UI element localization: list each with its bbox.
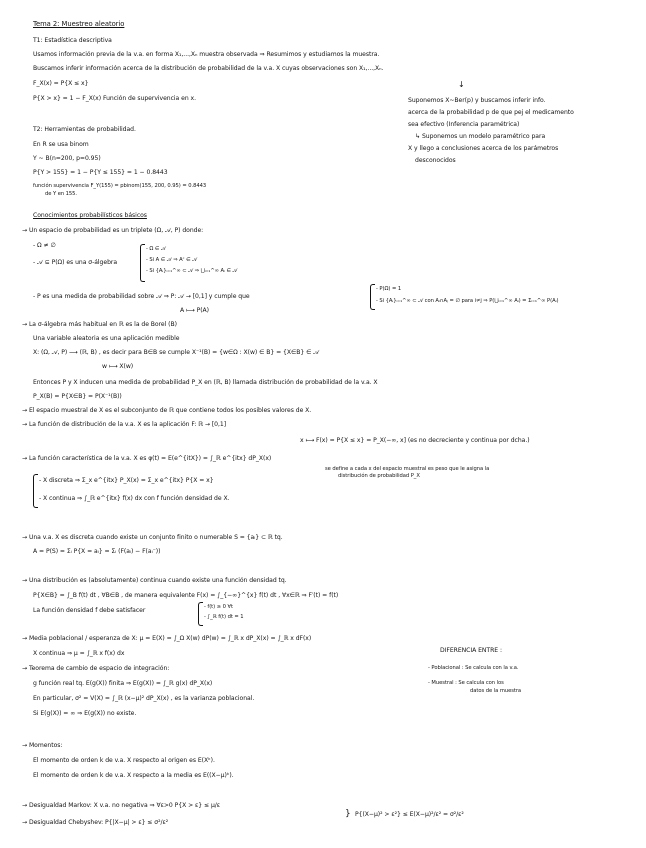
diferencia-line: - Poblacional : Se calcula con la v.a. — [428, 665, 519, 671]
chebyshev-right: P{(X−μ)² > ε²} ≤ E(X−μ)²/ε² = σ²/ε² — [355, 811, 464, 818]
brace — [140, 244, 145, 282]
caracteristica-note: distribución de probabilidad P_X — [338, 473, 420, 479]
closing-brace: } — [345, 809, 351, 819]
t2-line: función supervivencia F_Y(155) = pbinom(155, 200, 0.95) = 0.8443 — [33, 183, 207, 189]
borel-line: → La σ-álgebra más habitual en ℝ es la de Borel (B) — [22, 321, 177, 328]
medida-condition: - Si {Aᵢ}ᵢ₌₁^∞ ⊂ 𝒜 con Aᵢ∩Aⱼ = ∅ para i≠j ⇒ P(⋃ᵢ₌₁^∞ Aᵢ) = Σᵢ₌₁^∞ P(Aᵢ) — [376, 298, 559, 304]
arrow-down-icon: ↓ — [458, 80, 465, 89]
page-title: Tema 2: Muestreo aleatorio — [33, 20, 125, 28]
borel-line: → La función de distribución de la v.a. X es la aplicación F: ℝ → [0,1] — [22, 421, 227, 428]
brace — [198, 602, 203, 626]
brace — [370, 284, 375, 310]
markov-line: → Desigualdad Markov: X v.a. no negativa ⇒ ∀ε>0 P{X > ε} ≤ μ/ε — [22, 802, 221, 809]
teorema-line: → Teorema de cambio de espacio de integración: — [22, 665, 170, 672]
sigma-condition: - Ω ∈ 𝒜 — [146, 246, 166, 252]
medida-line: - P es una medida de probabilidad sobre 𝒜 ⇒ P: 𝒜 → [0,1] y cumple que — [33, 293, 250, 300]
momentos-line: → Momentos: — [22, 742, 63, 749]
borel-line: Una variable aleatoria es una aplicación medible — [33, 335, 180, 342]
teorema-line: Si E(g(X)) = ∞ ⇒ E(g(X)) no existe. — [33, 710, 137, 717]
t1-line: P{X > x} = 1 − F_X(x) Función de supervivencia en x. — [33, 95, 196, 102]
discreta-line: → Una v.a. X es discreta cuando existe un conjunto finito o numerable S = {aᵢ} ⊂ ℝ tq. — [22, 534, 283, 541]
caracteristica-note: se define a cada x del espacio muestral es peso que le asigna la — [325, 466, 490, 472]
sigma-condition: - Si {Aᵢ}ᵢ₌₁^∞ ⊂ 𝒜 ⇒ ⋃ᵢ₌₁^∞ Aᵢ ∈ 𝒜 — [146, 268, 238, 274]
sigma-label: - 𝒜 ⊆ P(Ω) es una σ-álgebra — [33, 259, 118, 266]
caracteristica-continua: - X continua ⇒ ∫_ℝ e^{itx} f(x) dx con f función densidad de X. — [39, 495, 230, 502]
medida-map: A ⟼ P(A) — [180, 307, 209, 314]
continua-line: P{X∈B} = ∫_B f(t) dt , ∀B∈B , de manera equivalente F(x) = ∫_{−∞}^{x} f(t) dt , ∀x∈ℝ ⇒ F′(t) = f(t) — [33, 592, 339, 599]
t2-line: Y ~ B(n=200, p=0.95) — [33, 155, 101, 162]
brace — [33, 474, 38, 508]
teorema-line: g función real tq. E(g(X)) finita ⇒ E(g(X)) = ∫_ℝ g(x) dP_X(x) — [33, 680, 213, 687]
diferencia-line: - Muestral : Se calcula con los — [428, 680, 504, 686]
continua-condition: - ∫_ℝ f(t) dt = 1 — [204, 614, 244, 620]
espacio-line: → Un espacio de probabilidad es un triplete (Ω, 𝒜, P) donde: — [22, 227, 204, 234]
media-line: → Media poblacional / esperanza de X: μ = E(X) = ∫_Ω X(w) dP(w) = ∫_ℝ x dP_X(x) = ∫_ℝ x dF(x) — [22, 635, 312, 642]
continua-line: → Una distribución es (absolutamente) continua cuando existe una función densidad tq. — [22, 577, 287, 584]
borel-line: x ⟼ F(x) = P{X ≤ x} = P_X(−∞, x] (es no decreciente y continua por dcha.) — [300, 437, 530, 444]
t1-heading: T1: Estadística descriptiva — [33, 37, 112, 44]
t2-line: En R se usa binom — [33, 141, 89, 148]
momentos-line: El momento de orden k de v.a. X respecto a la media es E((X−μ)ᵏ). — [33, 772, 234, 779]
right-note-line: ↳ Suponemos un modelo paramétrico para — [415, 133, 546, 140]
borel-line: P_X(B) = P{X∈B} = P(X⁻¹(B)) — [33, 393, 122, 400]
continua-condition: - f(t) ≥ 0 ∀t — [204, 604, 233, 610]
caracteristica-discreta: - X discreta ⇒ Σ_x e^{itx} P_X(x) = Σ_x e^{itx} P{X = x} — [39, 477, 214, 484]
diferencia-heading: DIFERENCIA ENTRE : — [440, 647, 502, 654]
borel-line: → El espacio muestral de X es el subconjunto de ℝ que contiene todos los posibles valores de X. — [22, 407, 312, 414]
borel-line: w ⟼ X(w) — [102, 363, 134, 370]
chebyshev-line: → Desigualdad Chebyshev: P{|X−μ| > ε} ≤ σ²/ε² — [22, 819, 169, 826]
sigma-condition: - Si A ∈ 𝒜 ⇒ Aᶜ ∈ 𝒜 — [146, 257, 198, 263]
medida-condition: - P(Ω) = 1 — [376, 286, 402, 292]
borel-line: X: (Ω, 𝒜, P) ⟶ (ℝ, B) , es decir para B∈B se cumple X⁻¹(B) = {w∈Ω : X(w) ∈ B} = {X∈B} ∈ 𝒜 — [33, 349, 319, 356]
t1-line: F_X(x) = P{X ≤ x} — [33, 80, 89, 87]
teorema-line: En particular, σ² = V(X) = ∫_ℝ (x−μ)² dP_X(x) , es la varianza poblacional. — [33, 695, 255, 702]
right-note-line: X y llego a conclusiones acerca de los parámetros — [408, 145, 559, 152]
right-note-line: acerca de la probabilidad p de que pej el medicamento — [408, 109, 574, 116]
discreta-line: A = P(S) = Σᵢ P{X = aᵢ} = Σᵢ (F(aᵢ) − F(aᵢ⁻)) — [33, 548, 161, 555]
t2-sub: de Y en 155. — [45, 191, 78, 197]
right-note-line: sea efectivo (Inferencia paramétrica) — [408, 121, 520, 128]
momentos-line: El momento de orden k de v.a. X respecto al origen es E(Xᵏ). — [33, 757, 215, 764]
section-heading: Conocimientos probabilísticos básicos — [33, 212, 147, 219]
caracteristica-line: → La función característica de la v.a. X es φ(t) = E(e^{itX}) = ∫_ℝ e^{itx} dP_X(x) — [22, 455, 272, 462]
right-note-line: desconocidos — [415, 157, 456, 164]
omega-line: - Ω ≠ ∅ — [33, 242, 56, 249]
right-note-line: Suponemos X~Ber(p) y buscamos inferir info. — [408, 97, 546, 104]
continua-line: La función densidad f debe satisfacer — [33, 607, 146, 614]
t1-line: Usamos información previa de la v.a. en forma X₁,...,Xₙ muestra observada ⇒ Resumimos y estudiamos la muestra. — [33, 51, 380, 58]
t2-heading: T2: Herramientas de probabilidad. — [33, 126, 136, 133]
t2-line: P{Y > 155} = 1 − P{Y ≤ 155} = 1 − 0.8443 — [33, 169, 168, 176]
media-line: X continua ⇒ μ = ∫_ℝ x f(x) dx — [33, 650, 125, 657]
borel-line: Entonces P y X inducen una medida de probabilidad P_X en (ℝ, B) llamada distribución de probabilidad de la v.a. X — [33, 379, 378, 386]
diferencia-line: datos de la muestra — [470, 688, 522, 694]
t1-line: Buscamos inferir información acerca de la distribución de probabilidad de la v.a. X cuyas observaciones son X₁,...,Xₙ. — [33, 65, 384, 72]
